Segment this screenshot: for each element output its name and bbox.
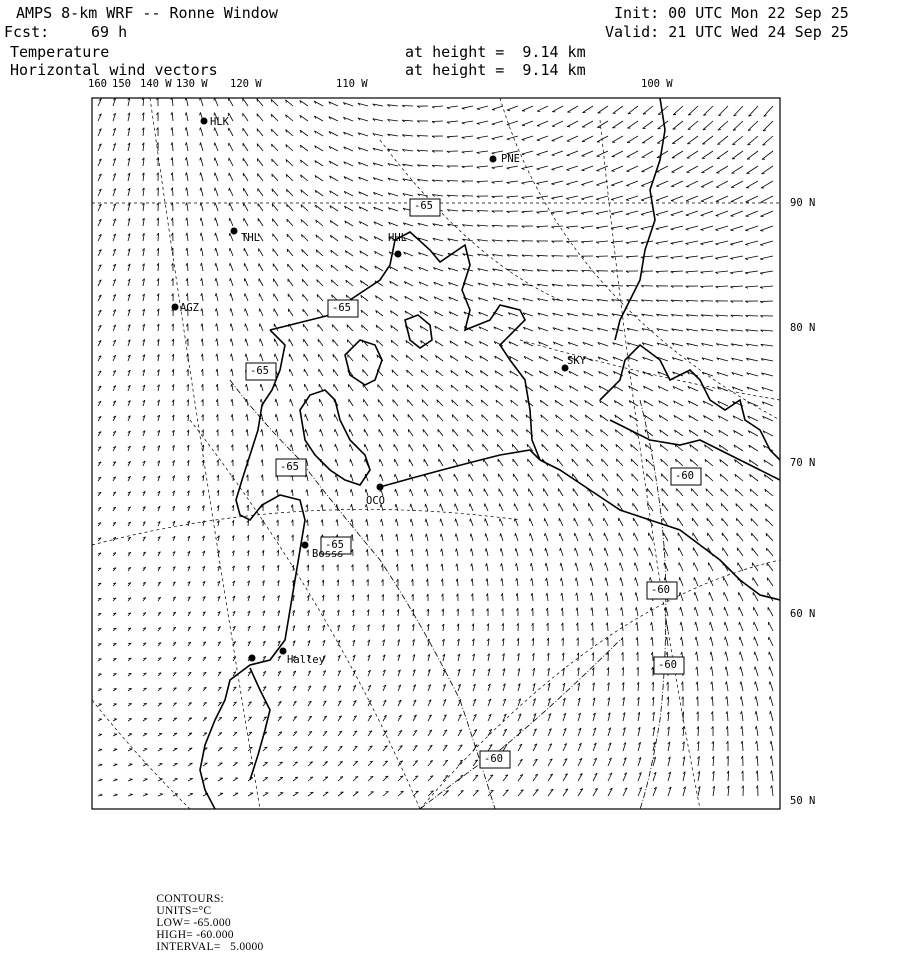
wind-vector-head [392, 385, 393, 388]
field-wind: Horizontal wind vectors [10, 61, 218, 79]
wind-vector-head [401, 791, 404, 792]
wind-vector-head [98, 598, 101, 599]
lat-label: 90 N [790, 197, 815, 209]
wind-vector-head [455, 504, 456, 507]
footer-contours: CONTOURS: [156, 893, 224, 905]
wind-vector-head [617, 474, 618, 477]
footer-low: LOW= -65.000 [156, 917, 231, 929]
contour-label: -65 [332, 302, 351, 314]
station-label: AGZ [180, 302, 199, 314]
lon-label: 160 [88, 78, 107, 90]
wind-vector-head [739, 622, 740, 625]
wind-vector-head [763, 145, 766, 146]
wind-vector-head [295, 762, 298, 763]
lat-label: 60 N [790, 608, 815, 620]
wind-vector-head [214, 158, 215, 161]
wind-vector-head [500, 519, 501, 522]
wind-vector-head [485, 519, 486, 522]
contour-info [150, 881, 266, 953]
wind-vector-head [113, 628, 116, 629]
footer-interval: INTERVAL= 5.0000 [156, 941, 263, 953]
wind-vector-head [408, 400, 409, 403]
wind-vector [173, 188, 174, 196]
wind-vector-head [677, 489, 678, 492]
wind-vector-head [305, 414, 306, 417]
wind-vector-head [214, 128, 215, 131]
wind-vector [492, 196, 503, 197]
wind-vector-head [707, 503, 708, 506]
contour-label: -60 [651, 584, 670, 596]
wind-vector-head [302, 279, 303, 282]
lat-label: 80 N [790, 322, 815, 334]
station-label: Bosss [312, 548, 344, 560]
wind-vector-head [332, 325, 333, 328]
lat-label: 70 N [790, 457, 815, 469]
station-marker [249, 655, 256, 662]
wind-vector-head [766, 533, 767, 536]
station-label: THL [241, 232, 260, 244]
wind-vector [462, 166, 473, 167]
wind-vector [432, 121, 443, 122]
wind-vector-head [214, 143, 215, 146]
wind-vector-head [340, 777, 343, 778]
wind-vector-head [718, 130, 721, 131]
lon-label: 110 W [336, 78, 368, 90]
wind-vector-head [437, 415, 438, 418]
wind-vector-head [249, 747, 252, 748]
wind-vector-head [347, 340, 348, 343]
wind-vector [713, 741, 714, 751]
wind-vector-head [649, 563, 650, 566]
station-marker [201, 118, 208, 125]
wind-vector-head [552, 141, 555, 142]
lon-label: 150 [112, 78, 131, 90]
station-marker [231, 228, 238, 235]
wind-vector-head [219, 733, 222, 734]
wind-vector-head [114, 764, 117, 765]
wind-vector-head [522, 125, 525, 126]
wind-vector-head [143, 673, 146, 674]
wind-vector-head [647, 474, 648, 477]
wind-vector-head [679, 577, 680, 580]
forecast-label: Fcst: [4, 23, 49, 41]
wind-vector-head [260, 339, 261, 342]
wind-vector [402, 106, 413, 107]
wind-vector-head [380, 474, 381, 477]
wind-vector-head [559, 533, 560, 536]
contour-label: -60 [484, 753, 503, 765]
lon-label: 140 W [140, 78, 172, 90]
wind-vector [447, 181, 458, 182]
wind-vector-head [350, 459, 351, 462]
forecast-hours: 69 h [91, 23, 127, 41]
footer-units: UNITS=°C [156, 905, 211, 917]
contour-label: -65 [250, 365, 269, 377]
wind-vector-head [731, 216, 734, 217]
station-label: HHL [388, 232, 407, 244]
lon-label: 100 W [641, 78, 673, 90]
wind-vector [746, 316, 759, 317]
wind-vector [503, 593, 504, 601]
wind-vector-head [272, 174, 273, 177]
wind-vector-head [160, 794, 163, 795]
wind-vector-head [114, 749, 117, 750]
station-marker [172, 304, 179, 311]
lat-label: 50 N [790, 795, 815, 807]
lon-label: 120 W [230, 78, 262, 90]
contour-label: -60 [675, 470, 694, 482]
wind-vector-head [748, 144, 751, 145]
wind-vector-head [452, 415, 453, 418]
wind-vector-head [128, 658, 131, 659]
station-label: HLK [210, 116, 229, 128]
wind-vector-head [99, 734, 102, 735]
wind-vector-head [287, 234, 288, 237]
wind-vector [477, 211, 488, 212]
wind-vector-head [656, 200, 659, 201]
station-label: SKY [567, 355, 586, 367]
wind-vector-head [272, 159, 273, 162]
station-marker [280, 648, 287, 655]
wind-vector-head [574, 533, 575, 536]
contour-label: -65 [414, 200, 433, 212]
field-temperature: Temperature [10, 43, 109, 61]
wind-vector [566, 241, 578, 242]
map-title: AMPS 8-km WRF -- Ronne Window [16, 4, 278, 22]
wind-vector-head [736, 518, 737, 521]
field-temperature-height: at height = 9.14 km [405, 43, 586, 61]
station-marker [302, 542, 309, 549]
wind-vector-head [604, 548, 605, 551]
wind-vector-head [335, 444, 336, 447]
wind-vector-head [189, 718, 192, 719]
field-wind-height: at height = 9.14 km [405, 61, 586, 79]
contour-label: -65 [325, 539, 344, 551]
wind-vector-head [658, 114, 661, 115]
wind-vector-head [769, 667, 770, 670]
wind-vector-head [320, 429, 321, 432]
init-time: Init: 00 UTC Mon 22 Sep 25 [614, 4, 849, 22]
wind-vector-head [234, 732, 237, 733]
station-label: PNE [501, 153, 520, 165]
wind-vector-head [590, 548, 591, 551]
wind-vector-head [272, 189, 273, 192]
wind-vector-head [709, 592, 710, 595]
station-label: OCO [366, 495, 385, 507]
wind-vector-head [514, 518, 515, 521]
wind-vector-head [257, 99, 258, 102]
wind-vector-head [467, 429, 468, 432]
wind-vector-head [317, 309, 318, 312]
lon-label: 130 W [176, 78, 208, 90]
wind-vector-head [688, 129, 691, 130]
wind-vector-head [174, 703, 177, 704]
wind-vector-head [691, 489, 692, 492]
wind-vector-head [363, 370, 364, 373]
footer-high: HIGH= -60.000 [156, 929, 233, 941]
wind-vector-head [348, 355, 349, 358]
wind-vector [760, 301, 773, 302]
wind-vector-head [572, 459, 573, 462]
contour-label: -60 [658, 659, 677, 671]
station-marker [395, 251, 402, 258]
wind-vector-head [724, 607, 725, 610]
wind-vector [368, 549, 369, 556]
wind-vector-head [754, 637, 755, 640]
wind-vector [188, 293, 189, 301]
contour-label: -65 [280, 461, 299, 473]
wind-vector-head [582, 156, 585, 157]
wind-vector-head [482, 429, 483, 432]
wind-vector [563, 608, 564, 616]
station-marker [377, 484, 384, 491]
wind-vector-head [410, 489, 411, 492]
wind-vector-head [159, 688, 162, 689]
wind-vector-head [567, 155, 570, 156]
wind-vector-head [230, 263, 231, 266]
station-marker [490, 156, 497, 163]
wind-vector-head [587, 459, 588, 462]
station-label: Halley [287, 654, 325, 666]
wind-vector [417, 136, 428, 137]
wind-vector-head [641, 186, 644, 187]
wind-vector [656, 271, 668, 272]
wind-vector-head [395, 489, 396, 492]
wind-vector-head [542, 444, 543, 447]
wind-vector-head [527, 444, 528, 447]
wind-vector-head [597, 171, 600, 172]
wind-vector-head [632, 474, 633, 477]
wind-vector-head [229, 248, 230, 251]
valid-time: Valid: 21 UTC Wed 24 Sep 25 [605, 23, 849, 41]
wind-vector-head [686, 201, 689, 202]
